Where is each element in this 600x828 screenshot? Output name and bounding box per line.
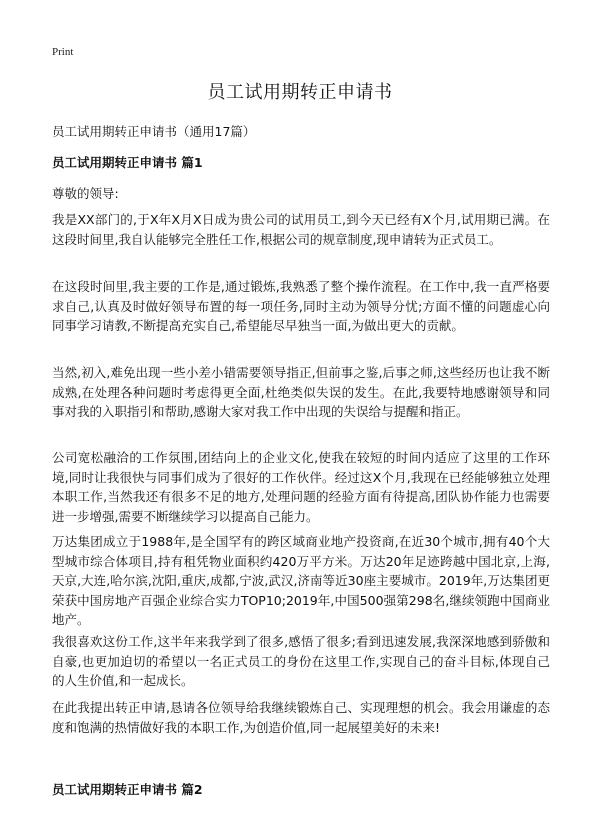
paragraph-7: 在此我提出转正申请,恳请各位领导给我继续锻炼自己、实现理想的机会。我会用谦虚的态度和饱满的热情做好我的本职工作,为创造价值,同一起展望美好的未来! xyxy=(52,700,550,735)
paragraph-4: 公司宽松融洽的工作氛围,团结向上的企业文化,使我在较短的时间内适应了这里的工作环境,同时让我很快与同事们成为了很好的工作伙伴。经过这X个月,我现在已经能够独立处理本职工作,当然我还有很多不足的地方,处理问题的经验方面有待提高,团队协作能力也需要进一步增强,需要不断继续学习以提高自己能力。 xyxy=(52,450,550,524)
paragraph-6: 我很喜欢这份工作,这半年来我学到了很多,感悟了很多;看到迅速发展,我深深地感到骄傲和自豪,也更加迫切的希望以一名正式员工的身份在这里工作,实现自己的奋斗目标,体现自己的人生价值,和一起成长。 xyxy=(52,634,550,688)
section-heading-1: 员工试用期转正申请书 篇1 xyxy=(52,155,203,170)
paragraph-3: 当然,初入,难免出现一些小差小错需要领导指正,但前事之鉴,后事之师,这些经历也让我不断成熟,在处理各种问题时考虑得更全面,杜绝类似失误的发生。在此,我要特地感谢领导和同事对我的入职指引和帮助,感谢大家对我工作中出现的失误给与提醒和指正。 xyxy=(52,365,550,419)
section-heading-2: 员工试用期转正申请书 篇2 xyxy=(52,782,203,797)
paragraph-5: 万达集团成立于1988年,是全国罕有的跨区域商业地产投资商,在近30个城市,拥有40个大型城市综合体项目,持有租凭物业面积约420万平方米。万达20年足迹跨越中国北京,上海,天京,大连,哈尔滨,沈阳,重庆,成都,宁波,武汉,济南等近30座主要城市。2019年,万达集团更荣获中国房地产百强企业综合实力TOP10;2019年,中国500强第298名,继续领跑中国商业地产。 xyxy=(52,534,550,627)
paragraph-1: 我是XX部门的,于X年X月X日成为贵公司的试用员工,到今天已经有X个月,试用期已满。在这段时间里,我自认能够完全胜任工作,根据公司的规章制度,现申请转为正式员工。 xyxy=(52,212,550,247)
paragraph-2: 在这段时间里,我主要的工作是,通过锻炼,我熟悉了整个操作流程。在工作中,我一直严格要求自己,认真及时做好领导布置的每一项任务,同时主动为领导分忧;方面不懂的问题虚心向同事学习请教,不断提高充实自己,希望能尽早独当一面,为做出更大的贡献。 xyxy=(52,279,550,333)
print-link[interactable]: Print xyxy=(52,46,74,58)
page-title: 员工试用期转正申请书 xyxy=(207,82,393,103)
greeting-line: 尊敬的领导: xyxy=(52,186,119,201)
document-subtitle: 员工试用期转正申请书（通用17篇） xyxy=(52,124,256,139)
